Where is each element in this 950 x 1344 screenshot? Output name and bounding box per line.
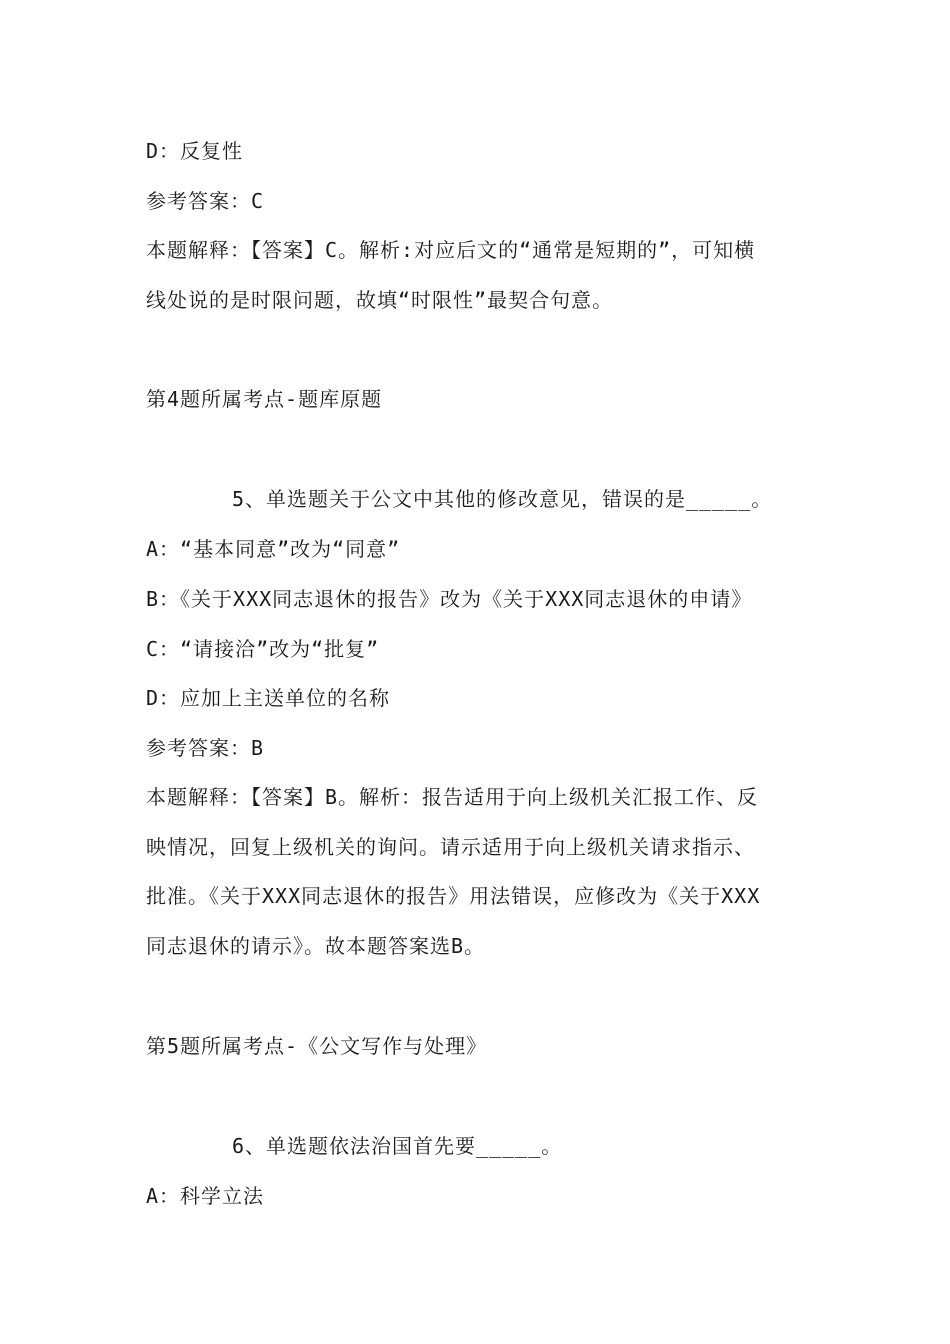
q4-explanation-line-2: 线处说的是时限问题，故填“时限性”最契合句意。: [146, 288, 614, 312]
q5-explanation-line-3: 批准。《关于XXX同志退休的报告》用法错误，应修改为《关于XXX: [146, 884, 761, 908]
q5-explanation-line-2: 映情况，回复上级机关的询问。请示适用于向上级机关请求指示、: [146, 835, 755, 859]
q6-question: 6、单选题依法治国首先要_____。: [232, 1134, 563, 1158]
q5-option-a: A：“基本同意”改为“同意”: [146, 537, 401, 561]
q5-answer: 参考答案：B: [146, 736, 265, 760]
q4-topic: 第4题所属考点-题库原题: [146, 387, 383, 411]
q5-option-b: B：《关于XXX同志退休的报告》改为《关于XXX同志退休的申请》: [146, 587, 753, 611]
q5-option-c: C：“请接洽”改为“批复”: [146, 637, 380, 661]
q5-option-d: D：应加上主送单位的名称: [146, 686, 391, 710]
q4-answer: 参考答案：C: [146, 189, 265, 213]
q4-explanation-line-1: 本题解释：【答案】C。解析:对应后文的“通常是短期的”，可知横: [146, 238, 756, 262]
q5-topic: 第5题所属考点-《公文写作与处理》: [146, 1034, 488, 1058]
q4-option-d: D：反复性: [146, 139, 244, 163]
q5-question: 5、单选题关于公文中其他的修改意见，错误的是_____。: [232, 487, 773, 511]
q6-option-a: A：科学立法: [146, 1184, 265, 1208]
q5-explanation-line-4: 同志退休的请示》。故本题答案选B。: [146, 934, 486, 958]
q5-explanation-line-1: 本题解释：【答案】B。解析：报告适用于向上级机关汇报工作、反: [146, 785, 759, 809]
